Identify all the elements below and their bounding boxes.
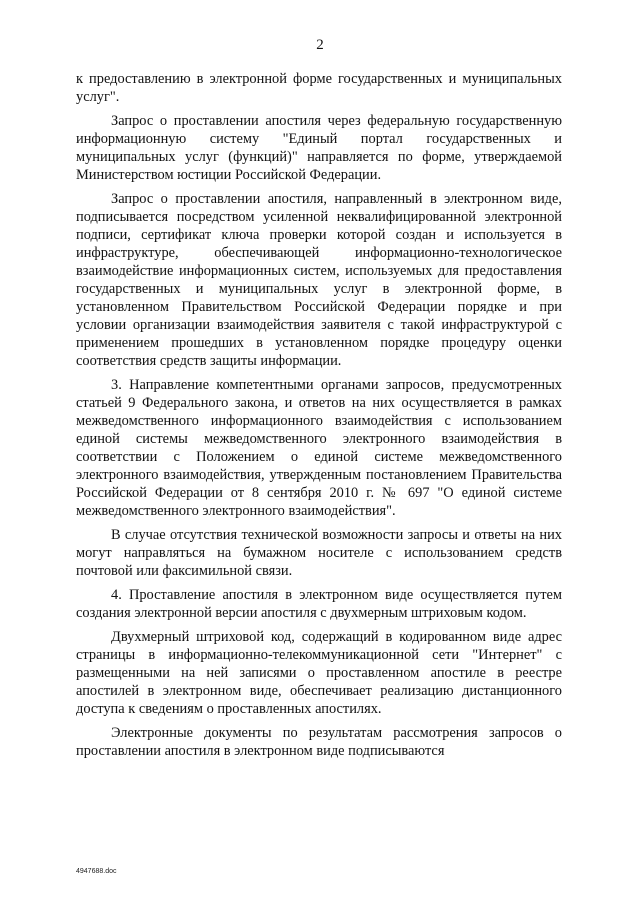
paragraph-item-4: 4. Проставление апостиля в электронном виде осуществляется путем создания электронной версии апостиля с двухмерным штриховым кодом. bbox=[76, 587, 562, 621]
document-body bbox=[76, 70, 562, 760]
page-number: 2 bbox=[316, 37, 324, 53]
paragraph-no-technical-capability: В случае отсутствия технической возможности запросы и ответы на них могут направляться на бумажном носителе с использованием средств почтовой или факсимильной связи. bbox=[76, 527, 562, 579]
file-name-footer: 4947688.doc bbox=[76, 868, 117, 875]
paragraph-portal-request: Запрос о проставлении апостиля через федеральную государственную информационную систему "Единый портал государственных и муниципальных услуг (функций)" направляется по форме, утверждаемой Министерством юстиции Российской Федерации. bbox=[76, 113, 562, 183]
paragraph-barcode: Двухмерный штриховой код, содержащий в кодированном виде адрес страницы в информационно-телекоммуникационной сети "Интернет" с размещенными на ней записями о проставленном апостиле в реестре апостилей в электронном виде, обеспечивает реализацию дистанционного доступа к сведениям о проставленных апостилях. bbox=[76, 629, 562, 717]
paragraph-continuation: к предоставлению в электронной форме государственных и муниципальных услуг". bbox=[76, 71, 562, 105]
paragraph-electronic-documents: Электронные документы по результатам рассмотрения запросов о проставлении апостиля в электронном виде подписываются bbox=[76, 725, 562, 759]
paragraph-item-3: 3. Направление компетентными органами запросов, предусмотренных статьей 9 Федерального закона, и ответов на них осуществляется в рамках межведомственного информационного взаимодействия с использованием единой системы межведомственного электронного взаимодействия в соответствии с Положением о единой системе межведомственного электронного взаимодействия, утвержденным постановлением Правительства Российской Федерации от 8 сентября 2010 г. № 697 "О единой системе межведомственного электронного взаимодействия". bbox=[76, 377, 562, 519]
paragraph-electronic-signature: Запрос о проставлении апостиля, направленный в электронном виде, подписывается посредством усиленной неквалифицированной электронной подписи, сертификат ключа проверки которой создан и используется в инфраструктуре, обеспечивающей информационно-технологическое взаимодействие информационных систем, используемых для предоставления государственных и муниципальных услуг в электронной форме, в установленном Правительством Российской Федерации порядке и при условии организации взаимодействия заявителя с такой инфраструктурой с применением прошедших в установленном порядке процедуру оценки соответствия средств защиты информации. bbox=[76, 191, 562, 369]
